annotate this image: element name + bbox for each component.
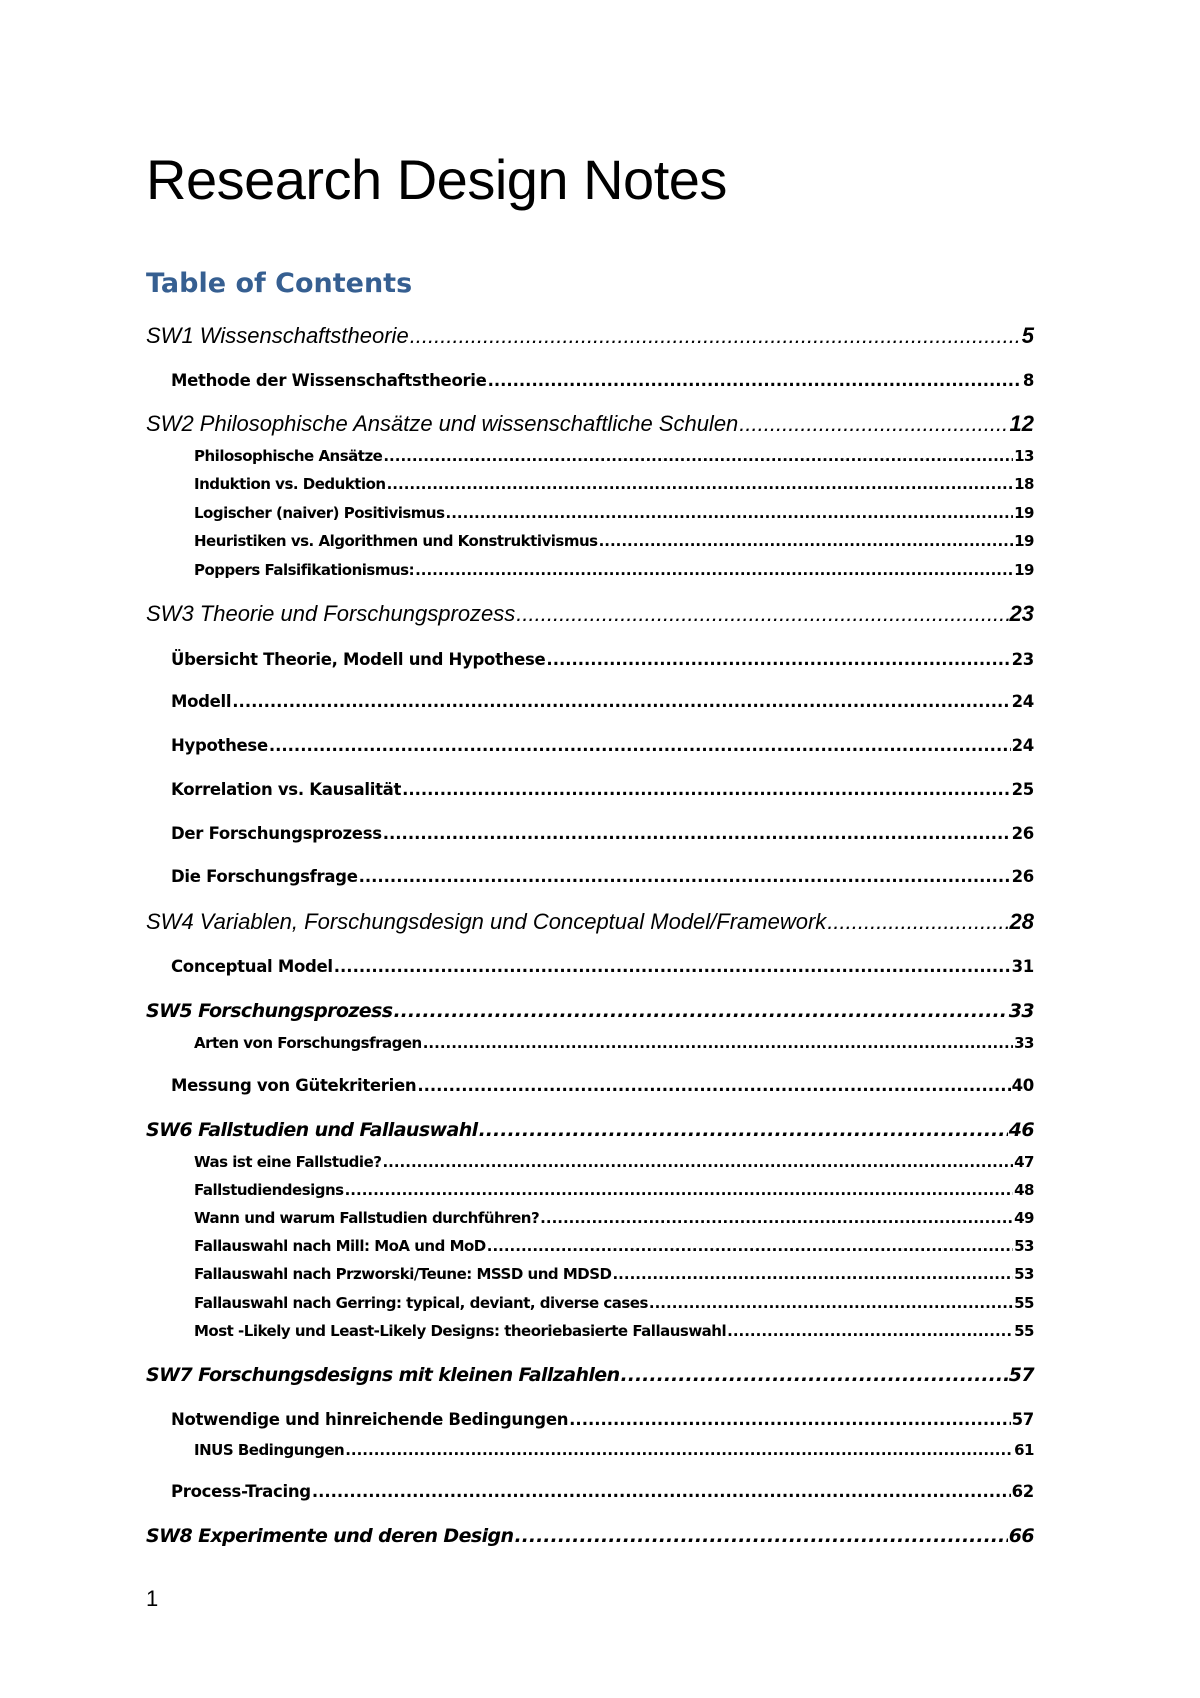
toc-entry-page-number: 57 [1008,1364,1034,1386]
toc-entry-page-number: 31 [1011,957,1034,976]
toc-entry-title: Fallauswahl nach Przworski/Teune: MSSD und MDSD [194,1265,612,1283]
toc-entry-title: SW1 Wissenschaftstheorie [146,323,409,348]
toc-entry-title: Philosophische Ansätze [194,447,383,465]
toc-entry[interactable] [194,502,1034,524]
toc-entry-page-number: 46 [1008,1119,1034,1141]
toc-entry[interactable] [146,907,1034,937]
toc-entry[interactable] [171,955,1034,979]
toc-entry-title: INUS Bedingungen [194,1441,345,1459]
toc-entry-title: Fallauswahl nach Gerring: typical, deviant, diverse cases [194,1294,648,1312]
toc-entry[interactable] [171,865,1034,889]
toc-dot-leader [402,778,1011,802]
toc-dot-leader [345,1439,1013,1461]
toc-entry-page-number: 24 [1011,692,1034,711]
toc-dot-leader [393,996,1007,1026]
toc-entry-title: Most -Likely und Least-Likely Designs: theoriebasierte Fallauswahl [194,1322,727,1340]
toc-entry-title: SW6 Fallstudien und Fallauswahl [146,1119,478,1141]
toc-entry-title: Hypothese [171,736,268,755]
toc-entry-page-number: 66 [1008,1525,1034,1547]
toc-dot-leader [514,1521,1007,1551]
toc-entry-page-number: 47 [1014,1153,1034,1171]
toc-entry-page-number: 57 [1011,1410,1034,1429]
toc-entry[interactable] [146,1360,1034,1390]
toc-entry-page-number: 48 [1014,1181,1034,1199]
toc-dot-leader [612,1263,1013,1285]
toc-dot-leader [487,1235,1013,1257]
toc-entry-title: Die Forschungsfrage [171,867,358,886]
toc-entry[interactable] [171,1480,1034,1504]
toc-dot-leader [345,1179,1014,1201]
toc-dot-leader [479,1115,1008,1145]
toc-entry[interactable] [171,369,1034,393]
toc-entry[interactable] [194,1032,1034,1054]
toc-entry-page-number: 62 [1011,1482,1034,1501]
toc-dot-leader [540,1207,1013,1229]
toc-dot-leader [546,648,1010,672]
toc-entry[interactable] [146,996,1034,1026]
toc-entry-title: Korrelation vs. Kausalität [171,780,402,799]
toc-entry-page-number: 19 [1014,504,1034,522]
toc-entry-page-number: 23 [1011,650,1034,669]
toc-entry-title: Notwendige und hinreichende Bedingungen [171,1410,569,1429]
toc-entry-page-number: 8 [1022,371,1034,390]
toc-entry[interactable] [194,1151,1034,1173]
toc-entry-title: Der Forschungsprozess [171,824,382,843]
page-number: 1 [146,1586,159,1611]
toc-entry[interactable] [171,1074,1034,1098]
toc-entry-title: Induktion vs. Deduktion [194,475,386,493]
toc-entry[interactable] [194,530,1034,552]
toc-entry[interactable] [171,690,1034,714]
toc-entry[interactable] [171,1408,1034,1432]
toc-dot-leader [359,865,1011,889]
toc-entry[interactable] [146,321,1034,351]
toc-dot-leader [387,473,1014,495]
toc-entry-page-number: 19 [1014,561,1034,579]
toc-entry[interactable] [194,1320,1034,1342]
toc-entry[interactable] [171,648,1034,672]
toc-entry-title: SW5 Forschungsprozess [146,1000,393,1022]
toc-entry-title: SW7 Forschungsdesigns mit kleinen Fallzahlen [146,1364,620,1386]
toc-entry-page-number: 5 [1021,323,1034,348]
toc-dot-leader [417,1074,1010,1098]
toc-entry-page-number: 53 [1014,1237,1034,1255]
toc-entry[interactable] [194,559,1034,581]
toc-entry-page-number: 53 [1014,1265,1034,1283]
toc-entry[interactable] [194,473,1034,495]
toc-dot-leader [649,1292,1013,1314]
toc-entry-page-number: 33 [1008,1000,1034,1022]
toc-entry-page-number: 55 [1014,1322,1034,1340]
toc-entry[interactable] [194,1207,1034,1229]
toc-dot-leader [423,1032,1013,1054]
toc-entry-title: Poppers Falsifikationismus: [194,561,415,579]
toc-dot-leader [739,409,1008,439]
toc-entry[interactable] [194,1439,1034,1461]
toc-dot-leader [727,1320,1013,1342]
toc-entry[interactable] [194,445,1034,467]
toc-entry-page-number: 18 [1014,475,1034,493]
toc-entry[interactable] [146,409,1034,439]
toc-dot-leader [446,502,1014,524]
toc-dot-leader [569,1408,1010,1432]
toc-entry[interactable] [171,822,1034,846]
toc-entry-page-number: 26 [1011,867,1034,886]
toc-entry-title: Conceptual Model [171,957,333,976]
toc-entry-title: Process-Tracing [171,1482,311,1501]
toc-entry[interactable] [194,1292,1034,1314]
toc-entry[interactable] [146,1115,1034,1145]
toc-entry-page-number: 13 [1014,447,1034,465]
toc-dot-leader [410,321,1021,351]
toc-entry-title: Fallauswahl nach Mill: MoA und MoD [194,1237,486,1255]
toc-dot-leader [516,599,1008,629]
toc-dot-leader [621,1360,1008,1390]
toc-entry-page-number: 19 [1014,532,1034,550]
toc-entry-page-number: 33 [1014,1034,1034,1052]
toc-dot-leader [383,822,1011,846]
toc-entry-page-number: 12 [1009,411,1034,436]
toc-dot-leader [269,734,1011,758]
toc-dot-leader [334,955,1011,979]
toc-dot-leader [383,445,1013,467]
toc-entry-title: SW4 Variablen, Forschungsdesign und Conceptual Model/Framework [146,909,827,934]
toc-entry-page-number: 25 [1011,780,1034,799]
toc-entry[interactable] [171,778,1034,802]
toc-entry-title: Was ist eine Fallstudie? [194,1153,382,1171]
toc-entry-title: Wann und warum Fallstudien durchführen? [194,1209,540,1227]
toc-dot-leader [232,690,1010,714]
toc-entry-title: SW8 Experimente und deren Design [146,1525,514,1547]
toc-entry-title: SW3 Theorie und Forschungsprozess [146,601,516,626]
toc-entry-title: Arten von Forschungsfragen [194,1034,422,1052]
toc-entry-title: Modell [171,692,232,711]
toc-entry-page-number: 23 [1009,601,1034,626]
toc-entry-title: SW2 Philosophische Ansätze und wissenschaftliche Schulen [146,411,739,436]
toc-entry[interactable] [194,1235,1034,1257]
toc-entry[interactable] [171,734,1034,758]
toc-dot-leader [827,907,1008,937]
toc-entry-page-number: 24 [1011,736,1034,755]
toc-entry-title: Heuristiken vs. Algorithmen und Konstruktivismus [194,532,598,550]
toc-entry[interactable] [194,1263,1034,1285]
toc-entry-page-number: 26 [1011,824,1034,843]
toc-entry-title: Logischer (naiver) Positivismus [194,504,445,522]
toc-dot-leader [415,559,1013,581]
toc-entry[interactable] [146,599,1034,629]
document-title: Research Design Notes [146,148,727,211]
toc-entry-title: Übersicht Theorie, Modell und Hypothese [171,650,546,669]
toc-entry-title: Methode der Wissenschaftstheorie [171,371,487,390]
toc-dot-leader [599,530,1014,552]
toc-entry-title: Fallstudiendesigns [194,1181,344,1199]
toc-dot-leader [312,1480,1011,1504]
toc-dot-leader [488,369,1022,393]
toc-entry[interactable] [146,1521,1034,1551]
toc-entry-page-number: 49 [1014,1209,1034,1227]
toc-entry-page-number: 55 [1014,1294,1034,1312]
toc-entry-page-number: 28 [1009,909,1034,934]
toc-entry-page-number: 61 [1014,1441,1034,1459]
toc-heading: Table of Contents [146,268,413,299]
toc-entry-page-number: 40 [1011,1076,1034,1095]
toc-entry-title: Messung von Gütekriterien [171,1076,417,1095]
toc-entry[interactable] [194,1179,1034,1201]
toc-dot-leader [382,1151,1013,1173]
